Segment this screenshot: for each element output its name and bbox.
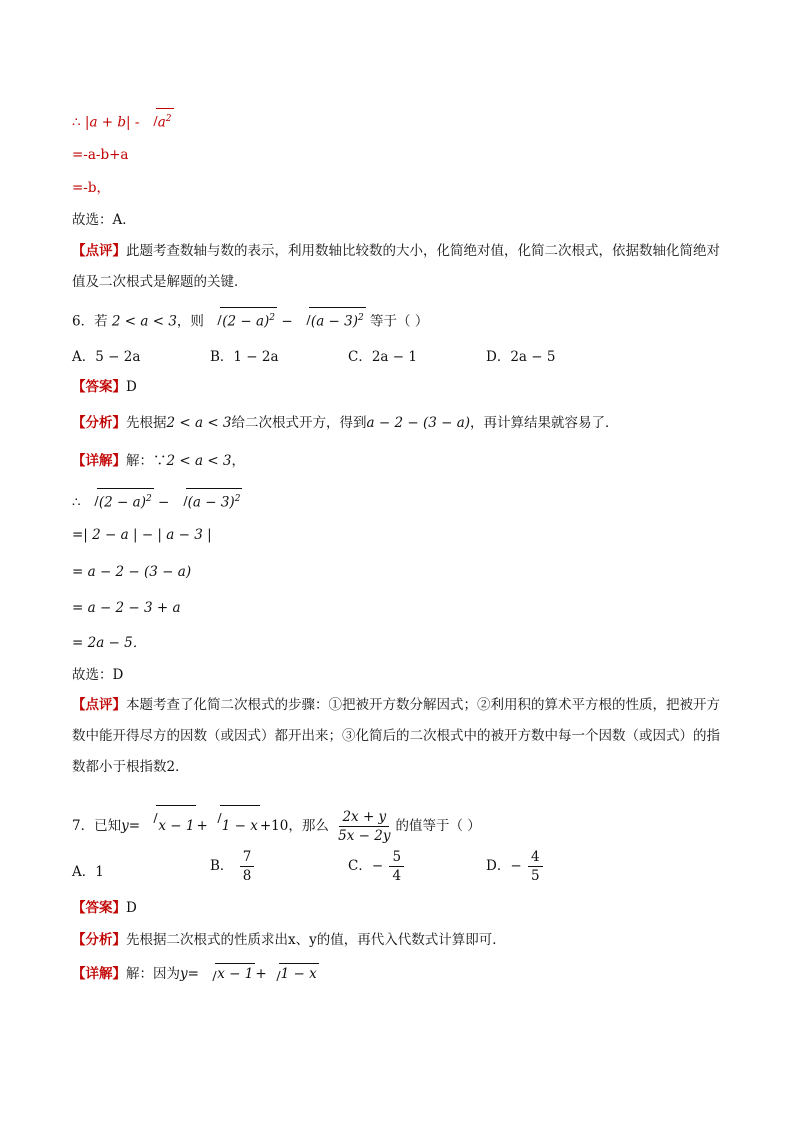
q6-choose: 故选：D	[72, 667, 124, 683]
q7-detail-sqrt-1	[204, 963, 255, 984]
q6-step-radicand-2: (a − 3)	[187, 494, 235, 511]
review-text: 此题考查数轴与数的表示，利用数轴比较数的大小，化简绝对值，化简二次根式，依据数轴化简绝对值及二次根式是解题的关键．	[72, 243, 720, 290]
q6-radicand-1: (2 − a)	[222, 313, 270, 330]
therefore-symbol: ∴	[72, 114, 81, 131]
q7-analysis	[72, 930, 506, 950]
step-line-1: =-a-b+a	[72, 147, 129, 163]
review-paragraph	[72, 236, 724, 298]
q6-analysis-tag: 【分析】	[72, 415, 126, 431]
q7-answer-value: D	[126, 900, 137, 916]
q6-step-2: =| 2 − a | − | a − 3 |	[72, 527, 212, 543]
q6-detail-end: ，	[231, 453, 246, 469]
q6-analysis-a: 先根据	[126, 415, 167, 431]
review-tag: 【点评】	[72, 243, 126, 259]
abs-a-plus-b: |a + b|	[84, 114, 131, 131]
q6-answer-value: D	[126, 379, 137, 395]
q6-option-a[interactable]: A．5 − 2a	[72, 349, 141, 365]
q7-detail-a: 解：因为	[126, 966, 180, 982]
q7-option-c-den: 4	[392, 868, 402, 884]
q7-option-b-den: 8	[242, 868, 252, 884]
q6-step-1	[72, 488, 242, 513]
q7-sqrt-1	[145, 805, 196, 846]
q6-detail-cond: 2 < a < 3	[166, 453, 232, 469]
q6-detail	[72, 451, 245, 471]
q7-option-d-den: 5	[530, 868, 540, 884]
q7-number: 7．已知	[72, 818, 122, 834]
q7-y-eq: y=	[121, 818, 141, 834]
q7-option-d-num: 4	[528, 848, 543, 867]
q6-analysis-c: ，再计算结果就容易了．	[470, 415, 619, 431]
q6-exp-1: 2	[269, 313, 276, 323]
q6-review-text: 本题考查了化简二次根式的步骤：①把被开方数分解因式；②利用积的算术平方根的性质，把被开方数中能开得尽方的因数（或因式）都开出来；③化简后的二次根式中的被开方数中每一个因数（或因式）的指数都小于根指数2．	[72, 697, 720, 775]
q7-plus10: +10	[259, 818, 289, 834]
q6-step-exp-2: 2	[234, 494, 241, 504]
q7-option-c[interactable]	[348, 848, 406, 885]
q6-detail-a: 解：∵	[126, 453, 167, 469]
q6-step-exp-1: 2	[145, 494, 152, 504]
q6-review	[72, 690, 724, 783]
q7-option-a[interactable]: A．1	[72, 864, 104, 880]
q7-detail-sqrt-2	[268, 963, 319, 984]
q7-option-c-frac	[389, 848, 404, 885]
q6-step-3: = a − 2 − (3 − a)	[72, 564, 192, 580]
q7-plus: +	[196, 818, 208, 834]
q6-step-sqrt-2	[175, 488, 243, 513]
q6-sqrt-1	[209, 307, 277, 332]
q6-step-5: = 2a − 5．	[72, 635, 147, 651]
q6-therefore: ∴	[72, 494, 81, 511]
choose-line: 故选：A．	[72, 212, 136, 228]
q7-analysis-text: 先根据二次根式的性质求出x、y的值，再代入代数式计算即可．	[126, 932, 506, 948]
q6-step-minus: −	[158, 494, 170, 511]
q6-tail: 等于（ ）	[370, 313, 429, 330]
q6-option-c[interactable]: C．2a − 1	[348, 349, 417, 365]
q7-detail-tag: 【详解】	[72, 966, 126, 982]
q6-analysis	[72, 413, 619, 433]
q6-then: ，则	[176, 313, 204, 330]
q6-analysis-expr: a − 2 − (3 − a)	[366, 415, 471, 431]
q7-option-b-prefix: B．	[210, 858, 234, 874]
q7-option-d-prefix: D．−	[486, 858, 522, 874]
q7-radicand-1: x − 1	[156, 805, 196, 846]
q7-analysis-tag: 【分析】	[72, 932, 126, 948]
q6-number: 6．若	[72, 313, 108, 330]
q7-frac-den: 5x − 2y	[338, 828, 391, 844]
q7-stem	[72, 805, 481, 846]
q7-sqrt-2	[209, 805, 260, 846]
q6-analysis-b: 给二次根式开方，得到	[231, 415, 367, 431]
q7-detail-radicand-1: x − 1	[215, 963, 255, 984]
q7-tail: 的值等于（ ）	[395, 818, 481, 834]
q7-detail-plus: +	[255, 966, 267, 982]
q6-answer	[72, 377, 137, 397]
q6-radicand-2: (a − 3)	[310, 313, 358, 330]
q6-analysis-cond: 2 < a < 3	[166, 415, 232, 431]
q6-step-4: = a − 2 − 3 + a	[72, 600, 181, 616]
q6-stem	[72, 307, 428, 332]
q6-exp-2: 2	[358, 313, 364, 323]
q6-minus: −	[281, 313, 293, 330]
q7-then: ，那么	[288, 818, 329, 834]
q7-option-d[interactable]	[486, 848, 545, 885]
q6-review-tag: 【点评】	[72, 697, 126, 713]
q7-option-c-num: 5	[389, 848, 404, 867]
q7-answer	[72, 898, 137, 918]
q7-option-b[interactable]	[210, 848, 256, 885]
q7-frac-num: 2x + y	[339, 808, 389, 827]
q7-option-b-frac	[240, 848, 255, 885]
q6-step-sqrt-1	[86, 488, 154, 513]
q7-detail-radicand-2: 1 − x	[279, 963, 319, 984]
q6-answer-tag: 【答案】	[72, 379, 126, 395]
sqrt-a-squared: $a^2$	[145, 108, 174, 133]
abs-expression-line: ∴ $|a + b| - a^2$	[72, 108, 174, 133]
q6-sqrt-2	[298, 307, 366, 332]
q7-detail-y: y=	[180, 966, 199, 982]
q6-detail-tag: 【详解】	[72, 453, 126, 469]
q6-condition: 2 < a < 3	[111, 313, 177, 330]
q7-option-d-frac	[528, 848, 543, 885]
q7-detail	[72, 963, 319, 984]
q6-option-d[interactable]: D．2a − 5	[486, 349, 556, 365]
q7-option-c-prefix: C．−	[348, 858, 384, 874]
q7-answer-tag: 【答案】	[72, 900, 126, 916]
q6-step-radicand-1: (2 − a)	[98, 494, 146, 511]
q7-radicand-2: 1 − x	[220, 805, 260, 846]
q6-option-b[interactable]: B．1 − 2a	[210, 349, 279, 365]
q7-fraction	[335, 808, 393, 845]
q7-option-b-num: 7	[240, 848, 255, 867]
step-line-2: =-b，	[72, 180, 111, 196]
